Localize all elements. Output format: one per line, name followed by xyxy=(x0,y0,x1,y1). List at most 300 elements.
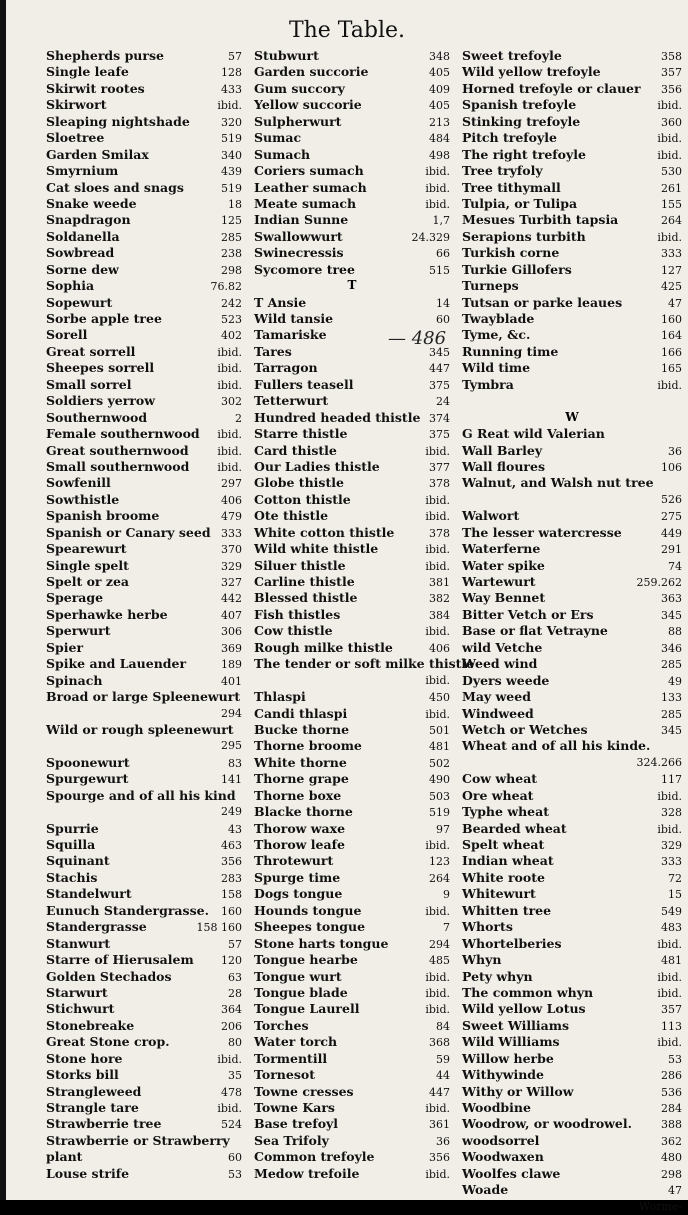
index-entry xyxy=(254,1001,450,1017)
entry-name: wild Vetche xyxy=(462,639,543,655)
entry-name: The lesser watercresse xyxy=(462,524,622,540)
index-entry xyxy=(46,1034,242,1050)
entry-page-number: 117 xyxy=(661,773,682,787)
index-entry xyxy=(462,147,682,163)
entry-name: Female southernwood xyxy=(46,426,200,442)
entry-name: Smyrnium xyxy=(46,163,119,179)
entry-name: Strawberrie or Strawberry xyxy=(46,1132,230,1148)
entry-name: Tulpia, or Tulipa xyxy=(462,195,578,211)
entry-name: Sowbread xyxy=(46,245,115,261)
entry-page-number: 120 xyxy=(221,954,242,968)
entry-page-number: 333 xyxy=(661,247,682,261)
entry-page-number: ibid. xyxy=(657,132,682,146)
index-entry xyxy=(46,574,242,590)
entry-name: Garden Smilax xyxy=(46,146,149,162)
entry-name: Spelt or zea xyxy=(46,574,130,589)
entry-page-number: 165 xyxy=(661,362,682,376)
entry-name: Sorne dew xyxy=(46,261,119,277)
index-entry xyxy=(462,1199,682,1215)
page-title: The Table. xyxy=(288,18,406,43)
entry-page-number: 382 xyxy=(429,592,450,606)
entry-name: Tongue wurt xyxy=(254,968,342,984)
index-entry xyxy=(254,262,450,278)
entry-page-number: 375 xyxy=(429,378,450,392)
entry-name: Mesues Turbith tapsia xyxy=(462,212,619,228)
index-entry xyxy=(254,722,450,738)
entry-page-number: 363 xyxy=(661,592,682,606)
entry-page-number: 405 xyxy=(429,99,450,113)
entry-name: Base or flat Vetrayne xyxy=(462,623,608,639)
index-entry xyxy=(46,426,242,442)
entry-name: Withywinde xyxy=(462,1067,544,1083)
index-entry xyxy=(462,903,682,919)
entry-name: Base trefoyl xyxy=(254,1116,339,1132)
index-entry xyxy=(46,443,242,459)
entry-page-number: 286 xyxy=(661,1069,682,1083)
entry-page-number: 164 xyxy=(661,329,682,343)
entry-name: Rough milke thistle xyxy=(254,639,393,655)
index-entry xyxy=(462,64,682,80)
entry-name: Blacke thorne xyxy=(254,804,353,820)
entry-page-number: 166 xyxy=(661,345,682,359)
index-entry xyxy=(46,936,242,952)
index-entry xyxy=(254,245,450,261)
entry-page-number: 358 xyxy=(661,50,682,63)
index-entry xyxy=(46,393,242,409)
entry-page-number: 125 xyxy=(221,214,242,228)
entry-page-number: 378 xyxy=(429,526,450,540)
entry-page-number: ibid. xyxy=(657,970,682,984)
entry-name: Whyn xyxy=(462,952,502,968)
entry-page-number: 57 xyxy=(228,937,242,951)
entry-name: Soldiers yerrow xyxy=(46,393,156,409)
entry-page-number: 133 xyxy=(661,691,682,705)
entry-name: Leather sumach xyxy=(254,179,367,195)
entry-name: Woade xyxy=(462,1182,509,1198)
entry-page-number: 88 xyxy=(668,625,682,639)
entry-name: Blessed thistle xyxy=(254,590,358,606)
index-entry xyxy=(46,508,242,524)
entry-name: Sorell xyxy=(46,327,88,343)
entry-page-number: 356 xyxy=(429,1151,450,1165)
entry-name: Tornesot xyxy=(254,1067,315,1083)
index-entry xyxy=(254,1034,450,1050)
entry-name: Twayblade xyxy=(462,311,535,326)
entry-page-number: 406 xyxy=(429,641,450,655)
entry-page-number: ibid. xyxy=(425,1167,450,1181)
entry-name: White cotton thistle xyxy=(254,524,395,540)
entry-page-number: 28 xyxy=(228,986,242,1000)
index-entry xyxy=(254,821,450,837)
entry-page-number: 481 xyxy=(661,954,682,968)
entry-page-number: 295 xyxy=(221,739,242,753)
entry-page-number: 84 xyxy=(436,1019,450,1033)
entry-name: Great southernwood xyxy=(46,442,189,458)
entry-name: May weed xyxy=(462,689,531,705)
index-entry xyxy=(462,985,682,1001)
section-letter: T xyxy=(347,278,357,293)
entry-name: Wheat and of all his kinde. xyxy=(462,738,651,754)
index-entry xyxy=(462,311,682,327)
index-entry xyxy=(254,147,450,163)
entry-name: Fish thistles xyxy=(254,606,341,622)
index-entry xyxy=(46,180,242,196)
index-entry xyxy=(462,722,682,738)
entry-name: Meate sumach xyxy=(254,195,357,211)
entry-name: Towne cresses xyxy=(254,1083,354,1099)
entry-name: Tamariske xyxy=(254,327,327,343)
index-entry xyxy=(462,130,682,146)
entry-name: Wild yellow Lotus xyxy=(462,1001,586,1017)
entry-name: Spier xyxy=(46,639,84,655)
index-entry xyxy=(462,558,682,574)
entry-page-number: 59 xyxy=(436,1052,450,1066)
index-entry xyxy=(254,163,450,179)
index-entry xyxy=(254,1133,450,1149)
index-entry xyxy=(46,969,242,985)
entry-name: Wild yellow trefoyle xyxy=(462,64,601,80)
entry-name: Whortelberies xyxy=(462,935,562,951)
entry-page-number: 324.266 xyxy=(636,755,682,769)
entry-page-number: 113 xyxy=(661,1019,682,1033)
entry-page-number: 368 xyxy=(429,1036,450,1050)
entry-page-number: ibid. xyxy=(657,986,682,1000)
index-entry xyxy=(462,1034,682,1050)
entry-name: Wall floures xyxy=(462,458,545,474)
index-entry xyxy=(46,1018,242,1034)
index-entry xyxy=(254,1051,450,1067)
entry-page-number: 501 xyxy=(429,723,450,737)
entry-name: Soldanella xyxy=(46,228,120,244)
entry-name: Spearewurt xyxy=(46,541,127,557)
index-entry xyxy=(46,327,242,343)
entry-page-number: 60 xyxy=(436,313,450,326)
index-entry xyxy=(462,377,682,393)
entry-page-number: 36 xyxy=(436,1134,450,1148)
index-entry xyxy=(254,1149,450,1165)
index-entry xyxy=(254,903,450,919)
entry-page-number: 503 xyxy=(429,789,450,803)
index-entry xyxy=(462,492,682,508)
handwritten-note: — 486 xyxy=(388,328,447,349)
index-entry xyxy=(254,952,450,968)
book-page xyxy=(6,0,688,1213)
index-entry xyxy=(462,1100,682,1116)
entry-page-number: 519 xyxy=(221,132,242,146)
entry-page-number: 447 xyxy=(429,1085,450,1099)
entry-page-number: 515 xyxy=(429,263,450,277)
index-entry xyxy=(462,1166,682,1182)
index-entry xyxy=(254,311,450,327)
entry-name: Cow wheat xyxy=(462,771,538,787)
entry-name: Great Stone crop. xyxy=(46,1034,170,1050)
entry-name: Thorow waxe xyxy=(254,820,346,836)
entry-page-number: 357 xyxy=(661,66,682,80)
entry-page-number: ibid. xyxy=(657,378,682,392)
entry-page-number: 14 xyxy=(436,296,450,310)
entry-name: Strangle tare xyxy=(46,1100,139,1115)
entry-name: Walwort xyxy=(462,508,520,524)
entry-name: Hundred headed thistle xyxy=(254,409,421,425)
entry-page-number: ibid. xyxy=(217,444,242,458)
entry-page-number: ibid. xyxy=(425,707,450,721)
index-entry xyxy=(462,804,682,820)
entry-name: White thorne xyxy=(254,754,347,770)
index-entry xyxy=(46,475,242,491)
index-entry xyxy=(462,853,682,869)
index-entry xyxy=(254,1018,450,1034)
entry-page-number: ibid. xyxy=(425,444,450,458)
entry-page-number: 463 xyxy=(221,839,242,852)
index-entry xyxy=(46,1001,242,1017)
entry-name: Tongue blade xyxy=(254,984,348,1000)
entry-page-number: 405 xyxy=(429,66,450,80)
entry-name: Withy or Willow xyxy=(462,1083,574,1099)
entry-name: Starre thistle xyxy=(254,426,348,442)
index-column-1 xyxy=(46,48,242,1182)
entry-page-number: 53 xyxy=(668,1052,682,1066)
entry-page-number: ibid. xyxy=(217,378,242,392)
entry-page-number: 24.329 xyxy=(411,230,450,244)
entry-page-number: 364 xyxy=(221,1003,242,1017)
entry-name: Swinecressis xyxy=(254,245,344,261)
entry-name: Ote thistle xyxy=(254,508,329,524)
entry-page-number: 447 xyxy=(429,362,450,376)
index-entry xyxy=(46,738,242,754)
entry-name: Waterferne xyxy=(462,541,541,557)
index-entry xyxy=(254,130,450,146)
entry-name: Sophia xyxy=(46,278,95,294)
index-entry xyxy=(254,114,450,130)
entry-name: Squilla xyxy=(46,837,96,852)
index-entry xyxy=(254,985,450,1001)
entry-name: Weed wind xyxy=(462,656,538,672)
index-entry xyxy=(462,459,682,475)
index-entry xyxy=(46,837,242,853)
entry-page-number: 158 160 xyxy=(196,921,242,935)
entry-page-number: 375 xyxy=(429,428,450,442)
index-entry xyxy=(254,475,450,491)
entry-page-number: ibid. xyxy=(425,1003,450,1017)
entry-name: Cotton thistle xyxy=(254,491,351,507)
entry-page-number: 275 xyxy=(661,510,682,524)
entry-page-number: 206 xyxy=(221,1019,242,1033)
entry-page-number: ibid. xyxy=(425,904,450,918)
entry-name: Whitewurt xyxy=(462,886,536,902)
index-entry xyxy=(462,81,682,97)
entry-page-number: 483 xyxy=(661,921,682,935)
entry-page-number: 53 xyxy=(228,1167,242,1181)
entry-name: Great sorrell xyxy=(46,343,136,359)
entry-page-number: ibid. xyxy=(425,493,450,507)
entry-name: Golden Stechados xyxy=(46,968,172,984)
entry-name: Wild or rough spleenewurt xyxy=(46,721,234,737)
entry-name: Tree tryfoly xyxy=(462,163,543,179)
index-entry xyxy=(254,64,450,80)
index-entry xyxy=(46,541,242,557)
entry-page-number: 377 xyxy=(429,460,450,474)
entry-page-number: ibid. xyxy=(425,543,450,557)
entry-name: Card thistle xyxy=(254,442,337,458)
entry-name: Small southernwood xyxy=(46,458,190,474)
entry-name: Indian Sunne xyxy=(254,212,349,228)
index-entry xyxy=(46,952,242,968)
entry-page-number: 356 xyxy=(661,82,682,96)
entry-page-number: 74 xyxy=(668,559,682,573)
index-entry xyxy=(462,278,682,294)
entry-page-number: 80 xyxy=(228,1036,242,1050)
index-entry xyxy=(462,229,682,245)
entry-page-number: 24 xyxy=(436,395,450,409)
index-entry xyxy=(254,804,450,820)
entry-name: Fullers teasell xyxy=(254,376,354,392)
entry-page-number: ibid. xyxy=(425,165,450,179)
entry-page-number: 490 xyxy=(429,773,450,787)
entry-name: Spanish broome xyxy=(46,508,160,524)
entry-name: Sowfenill xyxy=(46,475,111,491)
index-entry xyxy=(46,788,242,804)
entry-name: Spurgewurt xyxy=(46,771,129,787)
index-entry xyxy=(46,525,242,541)
entry-name: Sloetree xyxy=(46,130,105,146)
index-entry xyxy=(254,738,450,754)
index-entry xyxy=(462,327,682,343)
entry-page-number: ibid. xyxy=(217,99,242,113)
entry-name: Tetterwurt xyxy=(254,393,329,409)
entry-page-number: 333 xyxy=(661,855,682,869)
entry-page-number: 519 xyxy=(429,806,450,820)
entry-page-number: 7 xyxy=(443,921,450,935)
index-entry xyxy=(254,574,450,590)
entry-name: Wall Barley xyxy=(462,442,543,458)
entry-page-number: 57 xyxy=(228,50,242,63)
entry-name: Cat sloes and snags xyxy=(46,179,184,195)
index-entry xyxy=(254,492,450,508)
entry-name: Windweed xyxy=(462,705,534,721)
index-entry xyxy=(254,673,450,689)
entry-page-number: 9 xyxy=(443,888,450,902)
entry-page-number: 549 xyxy=(661,904,682,918)
index-entry xyxy=(462,788,682,804)
entry-page-number: 478 xyxy=(221,1085,242,1099)
entry-name: Hounds tongue xyxy=(254,902,362,918)
entry-name: Whitten tree xyxy=(462,902,552,918)
entry-page-number: 523 xyxy=(221,313,242,326)
entry-name: Tongue hearbe xyxy=(254,952,358,968)
index-entry xyxy=(462,640,682,656)
entry-page-number: 449 xyxy=(661,526,682,540)
index-entry xyxy=(254,48,450,64)
entry-name: Way Bennet xyxy=(462,590,546,606)
entry-name: Swallowwurt xyxy=(254,228,343,244)
entry-page-number: ibid. xyxy=(425,1102,450,1115)
entry-name: Sheepes tongue xyxy=(254,919,366,935)
entry-name: Thorne grape xyxy=(254,771,349,787)
index-entry xyxy=(462,1084,682,1100)
entry-name: Typhe wheat xyxy=(462,804,549,820)
entry-page-number: 519 xyxy=(221,181,242,195)
index-entry xyxy=(46,590,242,606)
entry-name: Sycomore tree xyxy=(254,261,355,277)
entry-page-number: ibid. xyxy=(425,181,450,195)
entry-page-number: 401 xyxy=(221,674,242,688)
entry-name: Cow thistle xyxy=(254,623,333,639)
index-entry xyxy=(462,919,682,935)
index-entry xyxy=(254,229,450,245)
entry-name: Sulpherwurt xyxy=(254,113,342,129)
entry-name: Single leafe xyxy=(46,64,129,80)
entry-name: Turkish corne xyxy=(462,245,560,261)
entry-page-number: 297 xyxy=(221,477,242,491)
index-entry xyxy=(462,623,682,639)
entry-page-number: 302 xyxy=(221,395,242,409)
index-entry xyxy=(254,180,450,196)
index-entry xyxy=(254,196,450,212)
index-column-2 xyxy=(254,48,475,1182)
index-entry xyxy=(462,969,682,985)
entry-page-number: 283 xyxy=(221,871,242,885)
entry-name: Storks bill xyxy=(46,1067,119,1083)
index-entry xyxy=(46,853,242,869)
entry-page-number: 362 xyxy=(661,1134,682,1148)
index-entry xyxy=(254,656,475,672)
entry-name: Siluer thistle xyxy=(254,557,346,573)
entry-page-number: 374 xyxy=(429,411,450,425)
index-entry xyxy=(46,1166,242,1182)
index-entry xyxy=(462,525,682,541)
index-entry xyxy=(46,130,242,146)
index-entry xyxy=(462,262,682,278)
index-entry xyxy=(46,821,242,837)
entry-page-number: 35 xyxy=(228,1069,242,1083)
index-column-3 xyxy=(462,48,682,1215)
index-entry xyxy=(46,377,242,393)
index-entry xyxy=(254,771,450,787)
index-entry xyxy=(462,245,682,261)
index-entry xyxy=(254,936,450,952)
index-entry xyxy=(46,245,242,261)
entry-page-number: Worme- xyxy=(638,1199,682,1213)
entry-page-number: ibid. xyxy=(657,789,682,803)
entry-name: Tormentill xyxy=(254,1050,328,1066)
entry-name: Wetch or Wetches xyxy=(462,721,588,737)
entry-page-number: 128 xyxy=(221,66,242,80)
entry-page-number: 47 xyxy=(668,296,682,310)
index-entry xyxy=(462,48,682,64)
entry-name: Snapdragon xyxy=(46,212,131,228)
index-entry xyxy=(462,114,682,130)
index-entry xyxy=(46,1067,242,1083)
index-entry xyxy=(46,903,242,919)
entry-name: Stanwurt xyxy=(46,935,111,951)
entry-page-number: 329 xyxy=(221,559,242,573)
index-entry xyxy=(46,673,242,689)
index-entry xyxy=(46,886,242,902)
index-entry xyxy=(462,673,682,689)
index-entry xyxy=(254,377,450,393)
index-entry xyxy=(462,1067,682,1083)
index-entry xyxy=(46,344,242,360)
index-entry xyxy=(46,1100,242,1116)
index-entry xyxy=(254,1100,450,1116)
entry-name: Walnut, and Walsh nut tree xyxy=(462,475,654,491)
index-entry xyxy=(462,738,682,754)
entry-name: Garden succorie xyxy=(254,64,369,80)
index-entry xyxy=(462,870,682,886)
index-entry xyxy=(254,410,450,426)
index-entry xyxy=(46,97,242,113)
index-entry xyxy=(462,163,682,179)
